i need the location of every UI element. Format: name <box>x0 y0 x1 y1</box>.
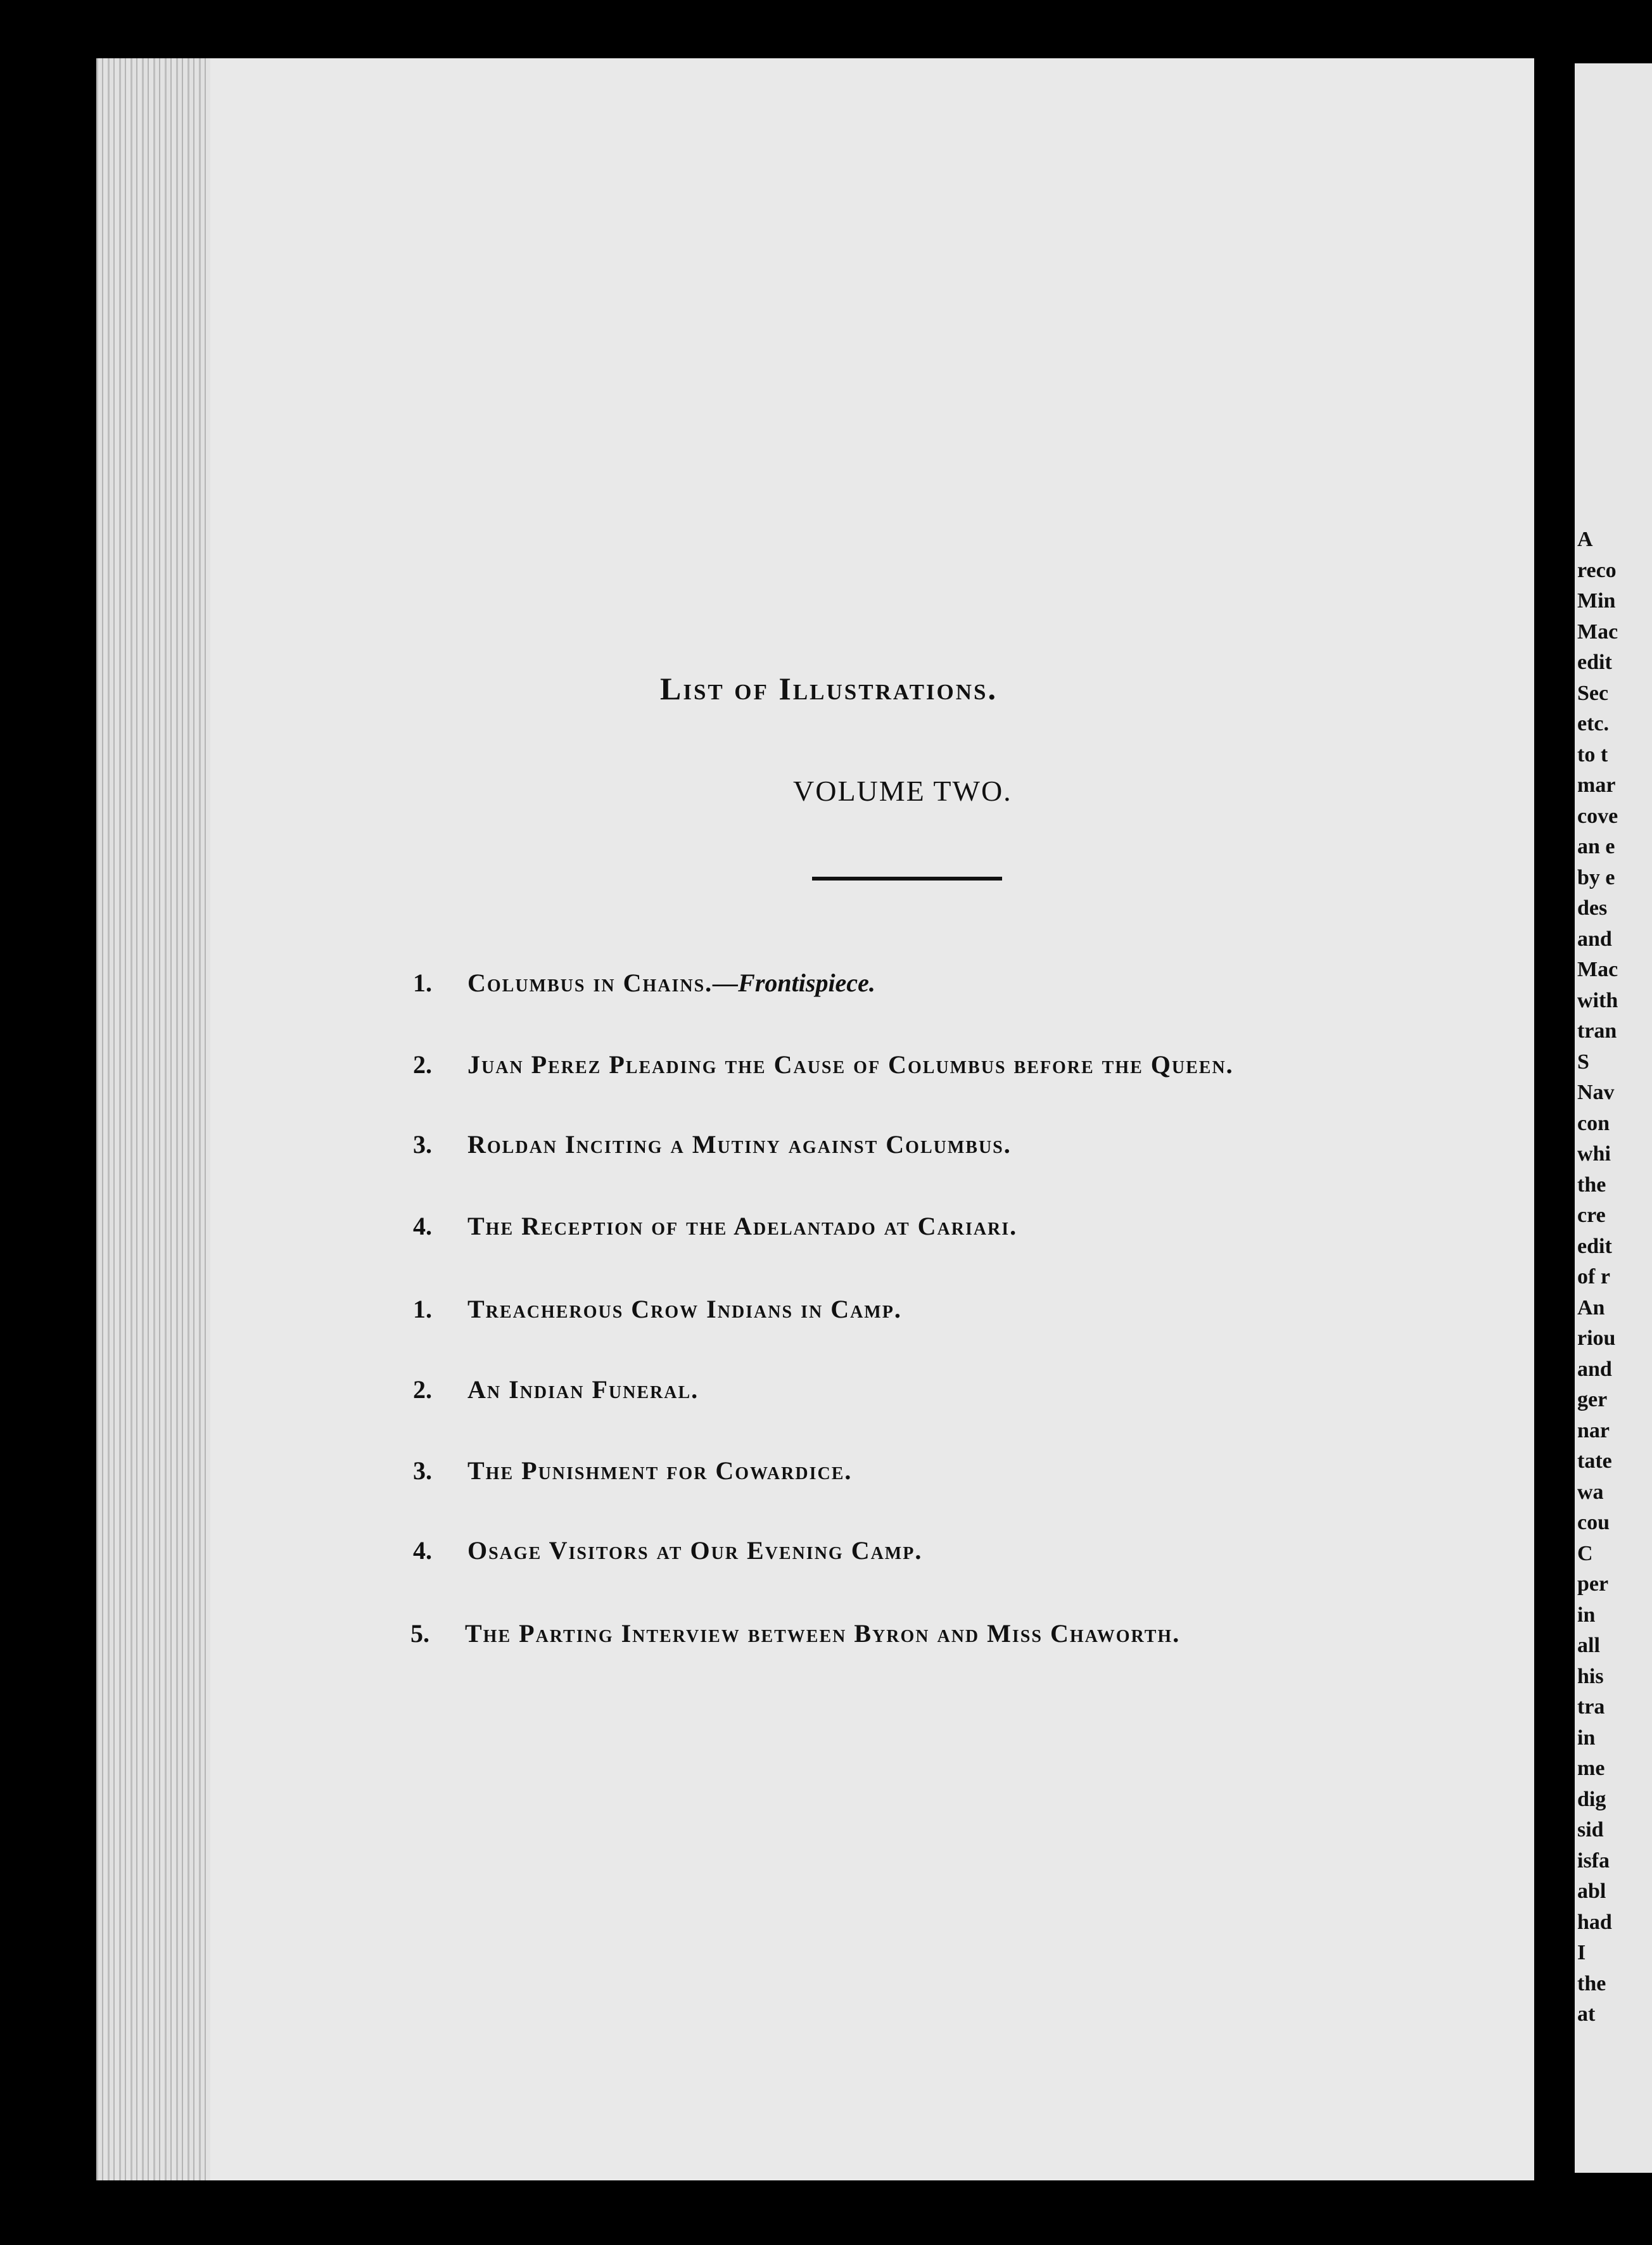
illustration-title: Treacherous Crow Indians in Camp. <box>467 1295 902 1323</box>
adjacent-page-line: and <box>1577 927 1612 951</box>
adjacent-page-line: with <box>1577 988 1618 1012</box>
adjacent-page-line: Sec <box>1577 681 1609 705</box>
adjacent-page-line: whi <box>1577 1142 1611 1166</box>
illustration-title: The Parting Interview between Byron and Miss Chaworth. <box>465 1619 1181 1648</box>
adjacent-page-line: mar <box>1577 773 1616 797</box>
adjacent-page-line: the <box>1577 1173 1606 1197</box>
adjacent-page-line: in <box>1577 1726 1596 1750</box>
adjacent-page-line: A <box>1577 528 1593 551</box>
adjacent-page-line: me <box>1577 1757 1605 1780</box>
adjacent-page-line: wa <box>1577 1480 1604 1504</box>
adjacent-page-line: C <box>1577 1541 1593 1565</box>
illustration-title: Osage Visitors at Our Evening Camp. <box>467 1536 923 1565</box>
illustration-title: The Punishment for Cowardice. <box>467 1456 853 1485</box>
adjacent-page-line: dig <box>1577 1787 1606 1811</box>
illustrations-page <box>96 58 1534 2180</box>
adjacent-page-line: Mac <box>1577 620 1618 644</box>
illustration-title: An Indian Funeral. <box>467 1375 699 1404</box>
adjacent-page-line: tate <box>1577 1449 1612 1473</box>
adjacent-page-line: cove <box>1577 804 1618 828</box>
adjacent-page-line: by e <box>1577 865 1615 889</box>
adjacent-page-line: Nav <box>1577 1081 1615 1104</box>
adjacent-page-line: per <box>1577 1572 1609 1596</box>
illustration-title: Columbus in Chains.—Frontispiece. <box>467 969 875 997</box>
adjacent-page-line: I <box>1577 1941 1586 1964</box>
adjacent-page-line: all <box>1577 1634 1600 1657</box>
adjacent-page-line: isfa <box>1577 1848 1610 1873</box>
illustration-title: Juan Perez Pleading the Cause of Columbus before the Queen. <box>467 1050 1234 1079</box>
adjacent-page-line: cre <box>1577 1204 1606 1227</box>
adjacent-page-line: sid <box>1577 1818 1604 1841</box>
illustration-number: 4. <box>413 1536 432 1565</box>
adjacent-page-line: the <box>1577 1971 1606 1995</box>
adjacent-page-line: riou <box>1577 1326 1616 1350</box>
illustration-number: 3. <box>413 1456 432 1485</box>
adjacent-page-line: had <box>1577 1910 1612 1934</box>
illustration-number: 5. <box>410 1619 429 1648</box>
adjacent-page-line: con <box>1577 1111 1610 1135</box>
volume-subtitle: VOLUME TWO. <box>793 775 1012 807</box>
illustration-title: The Reception of the Adelantado at Cariari. <box>467 1212 1018 1240</box>
adjacent-page-line: tra <box>1577 1695 1605 1719</box>
page-title: List of Illustrations. <box>660 671 998 706</box>
adjacent-page-line: reco <box>1577 558 1617 582</box>
illustration-number: 2. <box>413 1050 432 1079</box>
adjacent-page-line: to t <box>1577 742 1608 766</box>
illustration-number: 3. <box>413 1130 432 1159</box>
adjacent-page-line: at <box>1577 2002 1596 2026</box>
title-rule <box>812 877 1002 881</box>
adjacent-page-line: S <box>1577 1050 1589 1074</box>
adjacent-page-line: abl <box>1577 1879 1606 1903</box>
adjacent-page-line: Min <box>1577 589 1616 613</box>
frontispiece-note: —Frontispiece. <box>713 969 875 997</box>
adjacent-page-line: etc. <box>1577 712 1610 735</box>
adjacent-page-line: Mac <box>1577 958 1618 981</box>
illustration-title: Roldan Inciting a Mutiny against Columbus. <box>467 1130 1012 1159</box>
illustration-number: 2. <box>413 1375 432 1404</box>
adjacent-page-line: tran <box>1577 1019 1617 1043</box>
adjacent-page-text <box>1577 525 1652 2030</box>
adjacent-page-line: in <box>1577 1603 1596 1627</box>
adjacent-page-line: cou <box>1577 1511 1610 1534</box>
adjacent-page-line: edit <box>1577 651 1612 674</box>
adjacent-page-line: des <box>1577 896 1608 920</box>
illustration-number: 1. <box>413 969 432 997</box>
adjacent-page-line: his <box>1577 1664 1604 1688</box>
illustration-number: 1. <box>413 1295 432 1323</box>
adjacent-page-line: of r <box>1577 1265 1610 1288</box>
adjacent-page-line: ger <box>1577 1388 1608 1411</box>
adjacent-page-line: and <box>1577 1357 1612 1381</box>
adjacent-page-line: An <box>1577 1295 1605 1320</box>
adjacent-page-line: edit <box>1577 1234 1612 1258</box>
illustration-number: 4. <box>413 1212 432 1240</box>
adjacent-page-line: an e <box>1577 835 1615 858</box>
adjacent-page-line: nar <box>1577 1418 1610 1442</box>
